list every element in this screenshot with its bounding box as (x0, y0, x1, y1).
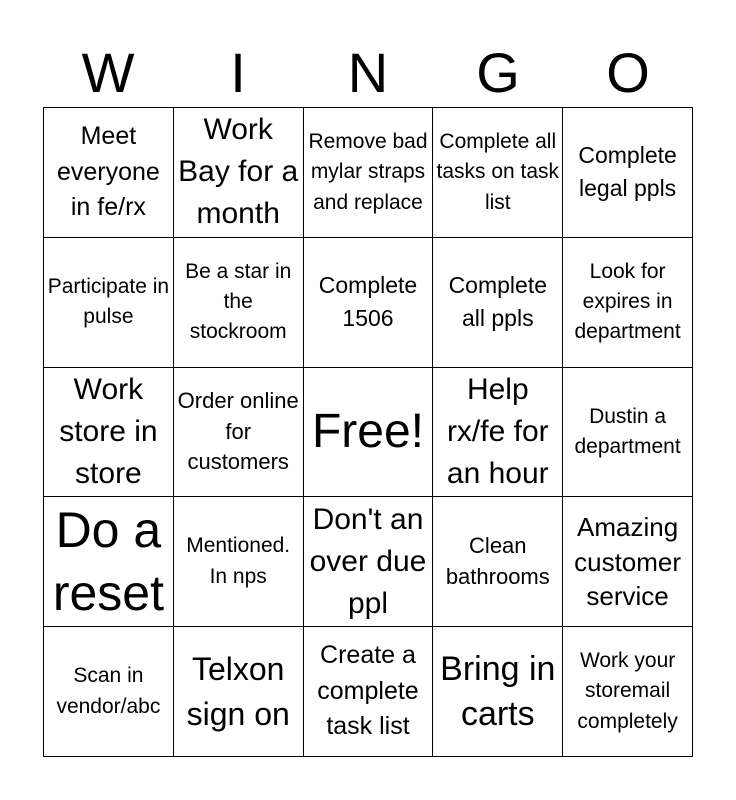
bingo-cell[interactable] (304, 497, 434, 627)
cell-text: Bring in carts (440, 650, 556, 733)
bingo-cell[interactable] (174, 368, 304, 498)
bingo-cell[interactable] (44, 497, 174, 627)
bingo-cell[interactable] (304, 368, 434, 498)
bingo-cell[interactable] (44, 368, 174, 498)
cell-text: Mentioned. In nps (186, 534, 291, 588)
cell-text: Complete 1506 (318, 271, 418, 332)
bingo-cell[interactable] (44, 238, 174, 368)
cell-text: Work store in store (59, 372, 158, 490)
bingo-cell[interactable] (304, 108, 434, 238)
cell-text: Work Bay for a month (178, 113, 299, 231)
bingo-cell[interactable] (563, 497, 693, 627)
bingo-cell[interactable] (174, 108, 304, 238)
cell-text: Don't an over due ppl (309, 502, 427, 620)
bingo-cell[interactable] (563, 238, 693, 368)
free-space: Free! (311, 404, 424, 458)
bingo-cell[interactable] (44, 627, 174, 757)
bingo-cell[interactable] (433, 238, 563, 368)
bingo-header (43, 40, 693, 106)
header-letter-w: W (81, 41, 135, 104)
bingo-cell[interactable] (174, 627, 304, 757)
cell-text: Scan in vendor/abc (56, 664, 161, 718)
bingo-cell[interactable] (44, 108, 174, 238)
bingo-cell[interactable] (304, 627, 434, 757)
cell-text: Be a star in the stockroom (185, 259, 292, 344)
cell-text: Telxon sign on (186, 650, 290, 732)
bingo-cell[interactable] (433, 627, 563, 757)
cell-text: Amazing customer service (574, 511, 682, 612)
bingo-cell[interactable] (433, 368, 563, 498)
cell-text: Meet everyone in fe/rx (56, 122, 160, 222)
cell-text: Create a complete task list (317, 641, 419, 741)
bingo-cell[interactable] (563, 368, 693, 498)
header-letter-i: I (230, 41, 246, 104)
cell-text: Work your storemail completely (577, 648, 678, 733)
bingo-grid (43, 107, 693, 757)
cell-text: Remove bad mylar straps and replace (308, 129, 428, 214)
bingo-cell[interactable] (304, 238, 434, 368)
bingo-cell[interactable] (433, 497, 563, 627)
bingo-cell[interactable] (174, 238, 304, 368)
bingo-cell[interactable] (174, 497, 304, 627)
cell-text: Order online for customers (177, 387, 299, 475)
header-letter-g: G (476, 41, 520, 104)
bingo-cell[interactable] (563, 627, 693, 757)
bingo-cell[interactable] (433, 108, 563, 238)
cell-text: Complete legal ppls (578, 142, 677, 202)
cell-text: Complete all tasks on task list (436, 129, 560, 214)
cell-text: Help rx/fe for an hour (446, 372, 549, 490)
cell-text: Dustin a department (574, 404, 681, 458)
cell-text: Participate in pulse (47, 274, 170, 329)
bingo-cell[interactable] (563, 108, 693, 238)
cell-text: Complete all ppls (448, 271, 547, 332)
cell-text: Clean bathrooms (445, 532, 550, 589)
header-letter-o: O (606, 41, 650, 104)
cell-text: Do a reset (52, 501, 164, 621)
cell-text: Look for expires in department (574, 259, 681, 344)
header-letter-n: N (347, 41, 389, 104)
